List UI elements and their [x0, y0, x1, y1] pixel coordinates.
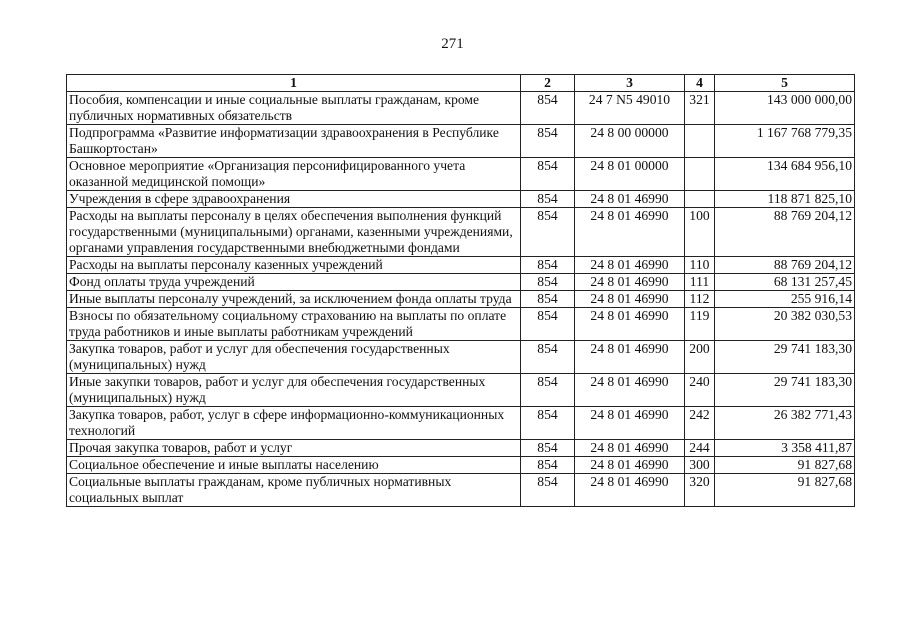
row-amount: 29 741 183,30: [715, 341, 855, 374]
table-row: [67, 457, 855, 474]
row-name: Закупка товаров, работ и услуг для обеспечения государственных (муниципальных) нужд: [67, 341, 521, 374]
header-col-4: 4: [685, 75, 715, 92]
row-ved-code: 854: [521, 457, 575, 474]
row-ved-code: 854: [521, 257, 575, 274]
row-amount: 255 916,14: [715, 291, 855, 308]
header-col-2: 2: [521, 75, 575, 92]
table-row: [67, 274, 855, 291]
row-target-article: 24 8 01 46990: [575, 308, 685, 341]
row-amount: 1 167 768 779,35: [715, 125, 855, 158]
page-number: 271: [441, 36, 464, 52]
row-expense-type: 321: [685, 92, 715, 125]
row-ved-code: 854: [521, 308, 575, 341]
row-target-article: 24 8 01 46990: [575, 474, 685, 507]
row-amount: 88 769 204,12: [715, 257, 855, 274]
row-amount: 118 871 825,10: [715, 191, 855, 208]
table-row: [67, 407, 855, 440]
row-ved-code: 854: [521, 92, 575, 125]
row-expense-type: [685, 158, 715, 191]
row-ved-code: 854: [521, 407, 575, 440]
row-name: Основное мероприятие «Организация персонифицированного учета оказанной медицинской помощи»: [67, 158, 521, 191]
row-target-article: 24 7 N5 49010: [575, 92, 685, 125]
row-expense-type: 111: [685, 274, 715, 291]
table-row: [67, 440, 855, 457]
row-target-article: 24 8 01 46990: [575, 208, 685, 257]
row-expense-type: 240: [685, 374, 715, 407]
row-expense-type: 110: [685, 257, 715, 274]
row-expense-type: [685, 191, 715, 208]
row-name: Пособия, компенсации и иные социальные выплаты гражданам, кроме публичных нормативных обязательств: [67, 92, 521, 125]
row-expense-type: 242: [685, 407, 715, 440]
row-name: Социальное обеспечение и иные выплаты населению: [67, 457, 521, 474]
row-ved-code: 854: [521, 125, 575, 158]
budget-table: [66, 74, 855, 507]
row-name: Подпрограмма «Развитие информатизации здравоохранения в Республике Башкортостан»: [67, 125, 521, 158]
row-target-article: 24 8 00 00000: [575, 125, 685, 158]
row-name: Фонд оплаты труда учреждений: [67, 274, 521, 291]
row-target-article: 24 8 01 46990: [575, 440, 685, 457]
row-target-article: 24 8 01 46990: [575, 457, 685, 474]
row-name: Расходы на выплаты персоналу в целях обеспечения выполнения функций государственными (муниципальными) органами, казенными учреждениями, органами управления государственными внебюджетными фондами: [67, 208, 521, 257]
row-expense-type: 100: [685, 208, 715, 257]
row-target-article: 24 8 01 46990: [575, 291, 685, 308]
row-amount: 88 769 204,12: [715, 208, 855, 257]
row-expense-type: 300: [685, 457, 715, 474]
row-target-article: 24 8 01 46990: [575, 341, 685, 374]
row-name: Прочая закупка товаров, работ и услуг: [67, 440, 521, 457]
row-expense-type: 119: [685, 308, 715, 341]
row-ved-code: 854: [521, 341, 575, 374]
row-name: Иные выплаты персоналу учреждений, за исключением фонда оплаты труда: [67, 291, 521, 308]
row-ved-code: 854: [521, 208, 575, 257]
table-row: [67, 208, 855, 257]
table-row: [67, 92, 855, 125]
table-row: [67, 341, 855, 374]
row-amount: 143 000 000,00: [715, 92, 855, 125]
header-col-1: 1: [67, 75, 521, 92]
table-row: [67, 291, 855, 308]
table-row: [67, 474, 855, 507]
row-target-article: 24 8 01 00000: [575, 158, 685, 191]
table-row: [67, 257, 855, 274]
row-amount: 20 382 030,53: [715, 308, 855, 341]
row-expense-type: [685, 125, 715, 158]
row-ved-code: 854: [521, 158, 575, 191]
row-name: Учреждения в сфере здравоохранения: [67, 191, 521, 208]
row-amount: 91 827,68: [715, 457, 855, 474]
table-row: [67, 158, 855, 191]
table-row: [67, 308, 855, 341]
table-row: [67, 374, 855, 407]
row-target-article: 24 8 01 46990: [575, 257, 685, 274]
header-col-5: 5: [715, 75, 855, 92]
table-row: [67, 191, 855, 208]
row-ved-code: 854: [521, 474, 575, 507]
row-amount: 3 358 411,87: [715, 440, 855, 457]
row-target-article: 24 8 01 46990: [575, 191, 685, 208]
row-ved-code: 854: [521, 291, 575, 308]
header-col-3: 3: [575, 75, 685, 92]
row-expense-type: 200: [685, 341, 715, 374]
row-ved-code: 854: [521, 274, 575, 291]
row-expense-type: 112: [685, 291, 715, 308]
row-ved-code: 854: [521, 191, 575, 208]
row-name: Закупка товаров, работ, услуг в сфере информационно-коммуникационных технологий: [67, 407, 521, 440]
row-amount: 68 131 257,45: [715, 274, 855, 291]
row-amount: 91 827,68: [715, 474, 855, 507]
row-name: Взносы по обязательному социальному страхованию на выплаты по оплате труда работников и иные выплаты работникам учреждений: [67, 308, 521, 341]
row-target-article: 24 8 01 46990: [575, 274, 685, 291]
row-name: Расходы на выплаты персоналу казенных учреждений: [67, 257, 521, 274]
table-row: [67, 125, 855, 158]
row-target-article: 24 8 01 46990: [575, 407, 685, 440]
row-name: Социальные выплаты гражданам, кроме публичных нормативных социальных выплат: [67, 474, 521, 507]
row-expense-type: 320: [685, 474, 715, 507]
row-target-article: 24 8 01 46990: [575, 374, 685, 407]
row-amount: 29 741 183,30: [715, 374, 855, 407]
row-amount: 26 382 771,43: [715, 407, 855, 440]
row-amount: 134 684 956,10: [715, 158, 855, 191]
row-ved-code: 854: [521, 374, 575, 407]
table-header-row: [67, 75, 855, 92]
row-name: Иные закупки товаров, работ и услуг для обеспечения государственных (муниципальных) нужд: [67, 374, 521, 407]
row-expense-type: 244: [685, 440, 715, 457]
row-ved-code: 854: [521, 440, 575, 457]
